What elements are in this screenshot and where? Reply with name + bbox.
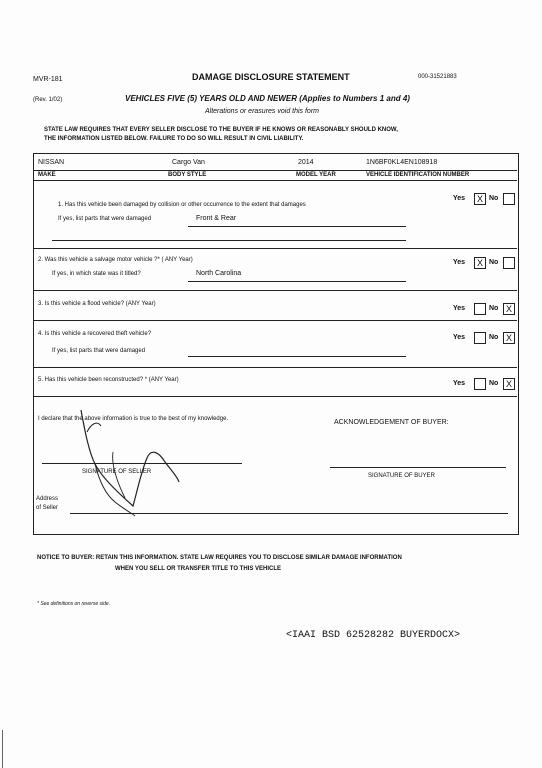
make-value: NISSAN bbox=[38, 159, 65, 166]
model-year-value: 2014 bbox=[298, 159, 314, 166]
question-2-sub: If yes, in which state was it titled? bbox=[52, 271, 141, 277]
vehicle-row-divider bbox=[33, 170, 517, 171]
page-title: DAMAGE DISCLOSURE STATEMENT bbox=[192, 72, 350, 82]
page-edge-mark bbox=[2, 730, 3, 768]
section-divider-3 bbox=[33, 320, 517, 321]
question-4-no-label: No bbox=[489, 334, 499, 341]
question-2-text: 2. Was this vehicle a salvage motor vehicle ?* ( ANY Year) bbox=[38, 257, 193, 263]
question-1-no-checkbox[interactable] bbox=[503, 193, 515, 205]
form-number: MVR-181 bbox=[33, 76, 63, 83]
question-2-answer-line bbox=[188, 281, 406, 282]
definitions-note: * See definitions on reverse side. bbox=[37, 601, 111, 607]
body-style-label: BODY STYLE bbox=[168, 172, 207, 178]
vehicle-label-divider bbox=[33, 180, 517, 181]
seller-signature-scribble bbox=[55, 402, 195, 522]
vin-label: VEHICLE IDENTIFICATION NUMBER bbox=[366, 172, 470, 178]
question-1-extra-line bbox=[52, 240, 406, 241]
state-law-line-1: STATE LAW REQUIRES THAT EVERY SELLER DISCLOSE TO THE BUYER IF HE KNOWS OR REASONABLY SHOULD KNOW, bbox=[44, 127, 398, 133]
buyer-signature-line[interactable] bbox=[330, 467, 506, 468]
section-divider-1 bbox=[33, 248, 517, 249]
notice-to-buyer-line-2: WHEN YOU SELL OR TRANSFER TITLE TO THIS VEHICLE bbox=[115, 566, 282, 572]
question-4-yes-label: Yes bbox=[453, 334, 466, 341]
question-1-yes-checkbox[interactable]: X bbox=[474, 193, 486, 205]
question-5-yes-checkbox[interactable] bbox=[474, 378, 486, 390]
question-5-no-label: No bbox=[489, 380, 499, 387]
question-2-yes-label: Yes bbox=[453, 259, 466, 266]
form-subtitle: VEHICLES FIVE (5) YEARS OLD AND NEWER (Applies to Numbers 1 and 4) bbox=[125, 94, 410, 103]
address-label-line-2: of Seller bbox=[36, 505, 59, 511]
address-label-line-1: Address bbox=[36, 496, 59, 502]
make-label: MAKE bbox=[38, 172, 56, 178]
question-3-yes-checkbox[interactable] bbox=[474, 303, 486, 315]
section-divider-2 bbox=[33, 290, 517, 291]
alterations-note: Alterations or erasures void this form bbox=[205, 108, 319, 115]
question-1-yes-label: Yes bbox=[453, 195, 466, 202]
question-3-no-checkbox[interactable]: X bbox=[503, 303, 515, 315]
question-4-sub: If yes, list parts that were damaged bbox=[52, 348, 146, 354]
model-year-label: MODEL YEAR bbox=[296, 172, 336, 178]
question-2-no-label: No bbox=[489, 259, 499, 266]
question-4-answer-line bbox=[188, 356, 406, 357]
question-3-text: 3. Is this vehicle a flood vehicle? (ANY Year) bbox=[38, 301, 156, 307]
document-number: 000-31521883 bbox=[418, 74, 457, 80]
form-revision: (Rev. 1/02) bbox=[33, 97, 63, 103]
acknowledgement-of-buyer: ACKNOWLEDGEMENT OF BUYER: bbox=[334, 419, 449, 426]
section-divider-5 bbox=[33, 396, 517, 397]
section-divider-4 bbox=[33, 367, 517, 368]
question-1-no-label: No bbox=[489, 195, 499, 202]
question-2-no-checkbox[interactable] bbox=[503, 257, 515, 269]
buyer-signature-label: SIGNATURE OF BUYER bbox=[368, 473, 435, 479]
question-2-answer: North Carolina bbox=[196, 270, 242, 277]
state-law-line-2: THE INFORMATION LISTED BELOW. FAILURE TO DO SO WILL RESULT IN CIVIL LIABILITY. bbox=[44, 136, 304, 142]
question-5-yes-label: Yes bbox=[453, 380, 466, 387]
buyer-doc-stamp: <IAAI BSD 62528282 BUYERDOCX> bbox=[286, 630, 461, 641]
question-1-sub: If yes, list parts that were damaged bbox=[58, 216, 152, 222]
question-1-answer: Front & Rear bbox=[196, 215, 237, 222]
question-4-no-checkbox[interactable]: X bbox=[503, 332, 515, 344]
question-3-no-label: No bbox=[489, 305, 499, 312]
seller-signature-label: SIGNATURE OF SELLER bbox=[82, 469, 152, 475]
question-1-answer-line bbox=[188, 226, 406, 227]
question-1-text: 1. Has this vehicle been damaged by collision or other occurrence to the extent that damages bbox=[58, 202, 306, 208]
question-2-yes-checkbox[interactable]: X bbox=[474, 257, 486, 269]
vin-value: 1N6BF0KL4EN108918 bbox=[366, 159, 438, 166]
body-style-value: Cargo Van bbox=[172, 159, 205, 166]
question-3-yes-label: Yes bbox=[453, 305, 466, 312]
notice-to-buyer-line-1: NOTICE TO BUYER: RETAIN THIS INFORMATION. STATE LAW REQUIRES YOU TO DISCLOSE SIMILAR DAMAGE INFORMATION bbox=[37, 555, 402, 561]
question-5-no-checkbox[interactable]: X bbox=[503, 378, 515, 390]
declaration-text: I declare that the above information is true to the best of my knowledge. bbox=[38, 416, 229, 422]
question-4-yes-checkbox[interactable] bbox=[474, 332, 486, 344]
question-4-text: 4. Is this vehicle a recovered theft vehicle? bbox=[38, 331, 152, 337]
question-5-text: 5. Has this vehicle been reconstructed? * (ANY Year) bbox=[38, 377, 179, 383]
